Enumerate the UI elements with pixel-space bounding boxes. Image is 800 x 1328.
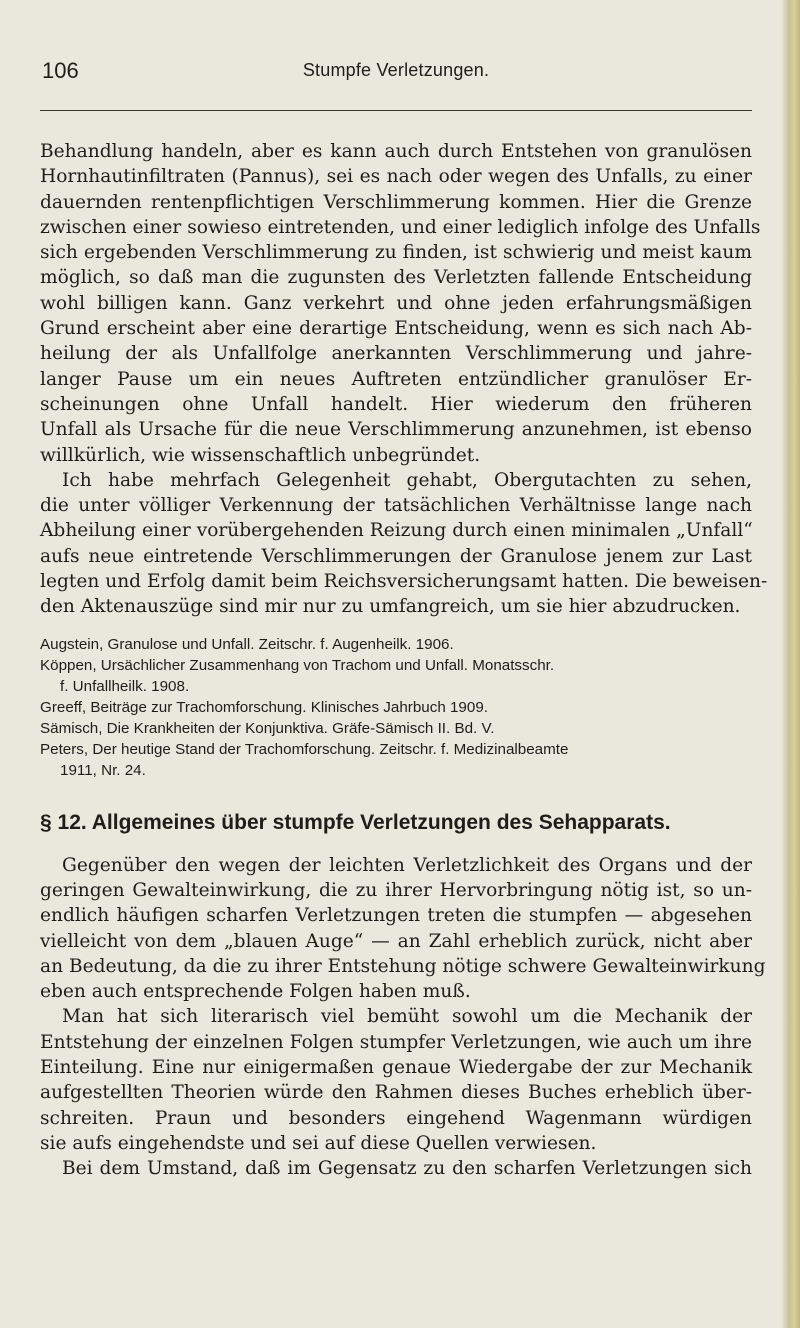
text-line: heilung der als Unfallfolge anerkannten Verschlimmerung und jahre-: [40, 343, 752, 365]
text-line: Abheilung einer vorübergehenden Reizung durch einen minimalen „Unfall“: [40, 520, 753, 542]
body-text: [40, 139, 768, 620]
text-line: endlich häufigen scharfen Verletzungen treten die stumpfen — abgesehen: [40, 905, 752, 927]
paragraph-1: [40, 139, 761, 468]
page-number: 106: [42, 58, 79, 83]
text-line: Hornhautinfiltraten (Pannus), sei es nach oder wegen des Unfalls, zu einer: [40, 166, 752, 188]
text-line: Unfall als Ursache für die neue Verschlimmerung anzunehmen, ist ebenso: [40, 419, 752, 441]
page-edge: [782, 0, 800, 1328]
text-line: wohl billigen kann. Ganz verkehrt und ohne jeden erfahrungsmäßigen: [40, 292, 752, 314]
text-line: möglich, so daß man die zugunsten des Verletzten fallende Entscheidung: [40, 267, 752, 289]
text-line: Einteilung. Eine nur einigermaßen genaue Wiedergabe der zur Mechanik: [40, 1057, 752, 1079]
paragraph-2: [40, 468, 768, 620]
text-line: geringen Gewalteinwirkung, die zu ihrer Hervorbringung nötig ist, so un-: [40, 879, 752, 901]
reference-item: Sämisch, Die Krankheiten der Konjunktiva. Gräfe-Sämisch II. Bd. V.: [40, 719, 495, 737]
references-list: [40, 634, 752, 781]
reference-item: Köppen, Ursächlicher Zusammenhang von Trachom und Unfall. Monatsschr.: [40, 656, 555, 674]
text-line: an Bedeutung, da die zu ihrer Entstehung nötige schwere Gewalteinwirkung: [40, 955, 766, 977]
running-head: Stumpfe Verletzungen.: [302, 60, 490, 80]
text-line: scheinungen ohne Unfall handelt. Hier wiederum den früheren: [40, 393, 752, 415]
text-line: Ich habe mehrfach Gelegenheit gehabt, Obergutachten zu sehen,: [62, 469, 752, 491]
reference-item: Augstein, Granulose und Unfall. Zeitschr. f. Augenheilk. 1906.: [40, 635, 454, 653]
reference-item: Greeff, Beiträge zur Trachomforschung. Klinisches Jahrbuch 1909.: [40, 698, 488, 716]
text-line: den Aktenauszüge sind mir nur zu umfangreich, um sie hier abzudrucken.: [40, 596, 741, 618]
paragraph-5: [40, 1156, 752, 1181]
text-line: vielleicht von dem „blauen Auge“ — an Zahl erheblich zurück, nicht aber: [40, 930, 752, 952]
reference-item-continued: f. Unfallheilk. 1908.: [60, 677, 190, 695]
paragraph-4: [40, 1004, 752, 1156]
text-line: langer Pause um ein neues Auftreten entzündlicher granulöser Er-: [40, 368, 752, 390]
page-header: [40, 54, 752, 111]
text-line: Grund erscheint aber eine derartige Entscheidung, wenn es sich nach Ab-: [40, 318, 752, 340]
text-line: dauernden rentenpflichtigen Verschlimmerung kommen. Hier die Grenze: [40, 191, 752, 213]
paragraph-3: [40, 853, 766, 1005]
text-line: die unter völliger Verkennung der tatsächlichen Verhältnisse lange nach: [40, 495, 752, 517]
text-line: sich ergebenden Verschlimmerung zu finden, ist schwierig und meist kaum: [40, 242, 752, 264]
text-line: aufgestellten Theorien würde den Rahmen dieses Buches erheblich über-: [40, 1082, 752, 1104]
text-line: Entstehung der einzelnen Folgen stumpfer Verletzungen, wie auch um ihre: [40, 1031, 752, 1053]
text-line: Bei dem Umstand, daß im Gegensatz zu den scharfen Verletzungen sich: [62, 1158, 752, 1180]
reference-item-continued: 1911, Nr. 24.: [60, 761, 146, 779]
text-line: Gegenüber den wegen der leichten Verletzlichkeit des Organs und der: [62, 854, 752, 876]
reference-item: Peters, Der heutige Stand der Trachomforschung. Zeitschr. f. Medizinalbeamte: [40, 740, 569, 758]
text-line: willkürlich, wie wissenschaftlich unbegründet.: [40, 444, 481, 466]
text-line: eben auch entsprechende Folgen haben muß.: [40, 981, 471, 1003]
section-title: § 12. Allgemeines über stumpfe Verletzungen des Sehapparats.: [40, 810, 671, 834]
text-line: sie aufs eingehendste und sei auf diese Quellen verwiesen.: [40, 1132, 597, 1154]
text-line: Man hat sich literarisch viel bemüht sowohl um die Mechanik der: [62, 1006, 752, 1028]
text-line: legten und Erfolg damit beim Reichsversicherungsamt hatten. Die beweisen-: [40, 571, 768, 593]
text-line: zwischen einer sowieso eintretenden, und einer lediglich infolge des Unfalls: [40, 216, 761, 238]
text-line: schreiten. Praun und besonders eingehend Wagenmann würdigen: [40, 1107, 752, 1129]
section-body: [40, 853, 766, 1182]
book-page: [40, 0, 768, 1182]
text-line: Behandlung handeln, aber es kann auch durch Entstehen von granulösen: [40, 141, 752, 162]
text-line: aufs neue eintretende Verschlimmerungen der Granulose jenem zur Last: [40, 545, 752, 567]
